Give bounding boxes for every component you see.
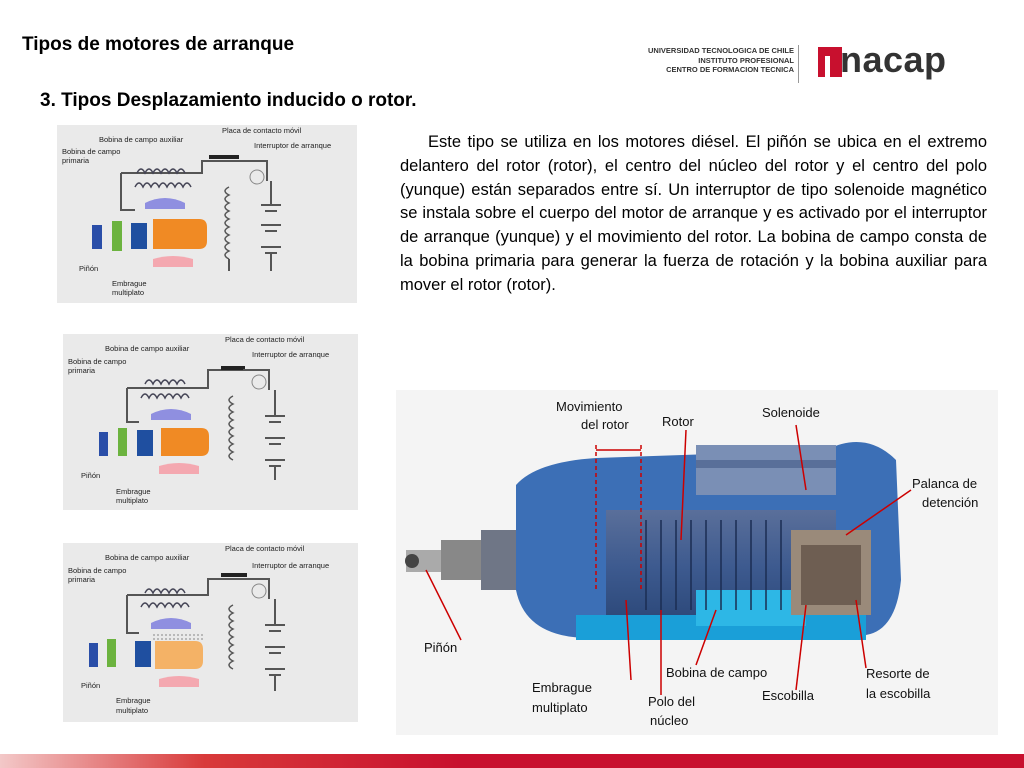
label-primary-coil-2: primaria: [68, 575, 96, 584]
label-primary-coil: Bobina de campo: [68, 357, 127, 366]
label-pinion: Piñón: [81, 681, 101, 690]
label-clutch-2: multiplato: [112, 288, 145, 297]
circuit-diagram-2: [63, 334, 358, 510]
slide-subtitle: 3. Tipos Desplazamiento inducido o rotor.: [40, 90, 417, 111]
label-lever-2: detención: [922, 495, 979, 510]
label-clutch: Embrague: [112, 279, 147, 288]
label-contact-plate: Placa de contacto móvil: [225, 544, 305, 553]
label-rotor: Rotor: [662, 414, 694, 429]
description-paragraph: Este tipo se utiliza en los motores diésel. El piñón se ubica en el extremo delantero del rotor (rotor), el centro del núcleo del rotor y el centro del polo (yunque) están separados entre sí. Un interruptor de tipo solenoide magnético se instala sobre el cuerpo del motor de arranque y es activado por el interruptor de arranque (yunque) y el movimiento del rotor. La bobina de campo consta de la bobina primaria para generar la fuerza de rotación y la bobina auxiliar para mover el rotor (rotor).: [400, 133, 987, 294]
label-pinion: Piñón: [424, 640, 458, 655]
label-clutch-2: multiplato: [116, 706, 149, 715]
label-pinion: Piñón: [79, 264, 99, 273]
label-clutch-2: multiplato: [532, 700, 588, 715]
starter-cutaway-drawing: [396, 390, 998, 735]
label-field-coil: Bobina de campo: [666, 665, 768, 680]
label-lever: Palanca de: [912, 476, 978, 491]
slide-title: Tipos de motores de arranque: [22, 34, 295, 55]
circuit-diagram-3: [63, 543, 358, 722]
label-primary-coil: Bobina de campo: [62, 147, 121, 156]
label-solenoid: Solenoide: [762, 405, 820, 420]
circuit-diagram-1: [57, 125, 357, 303]
label-start-switch: Interruptor de arranque: [254, 141, 332, 150]
label-aux-coil: Bobina de campo auxiliar: [105, 553, 190, 562]
label-pinion: Piñón: [81, 471, 101, 480]
starter-cutaway-illustration: [396, 390, 998, 735]
label-aux-coil: Bobina de campo auxiliar: [99, 135, 184, 144]
inacap-logo: [628, 39, 968, 87]
label-core-pole-2: núcleo: [650, 713, 689, 728]
label-clutch: Embrague: [532, 680, 592, 695]
label-rotor-movement: Movimiento: [556, 399, 623, 414]
label-primary-coil: Bobina de campo: [68, 566, 127, 575]
label-start-switch: Interruptor de arranque: [252, 561, 330, 570]
label-clutch: Embrague: [116, 487, 151, 496]
logo-mark-icon: [818, 47, 842, 77]
label-brush-spring-2: la escobilla: [866, 686, 931, 701]
label-contact-plate: Placa de contacto móvil: [225, 335, 305, 344]
label-core-pole: Polo del: [648, 694, 695, 709]
label-primary-coil-2: primaria: [68, 366, 96, 375]
label-clutch-2: multiplato: [116, 496, 149, 505]
label-brush-spring: Resorte de: [866, 666, 930, 681]
logo-separator: [798, 45, 799, 83]
label-contact-plate: Placa de contacto móvil: [222, 126, 302, 135]
label-primary-coil-2: primaria: [62, 156, 90, 165]
label-start-switch: Interruptor de arranque: [252, 350, 330, 359]
footer-band: [0, 754, 1024, 768]
label-clutch: Embrague: [116, 696, 151, 705]
label-rotor-movement-2: del rotor: [581, 417, 629, 432]
label-brush: Escobilla: [762, 688, 815, 703]
label-aux-coil: Bobina de campo auxiliar: [105, 344, 190, 353]
logo-wordmark: nacap: [840, 39, 947, 80]
institution-text: UNIVERSIDAD TECNOLOGICA DE CHILE INSTITUTO PROFESIONAL CENTRO DE FORMACION TECNICA: [648, 46, 794, 74]
